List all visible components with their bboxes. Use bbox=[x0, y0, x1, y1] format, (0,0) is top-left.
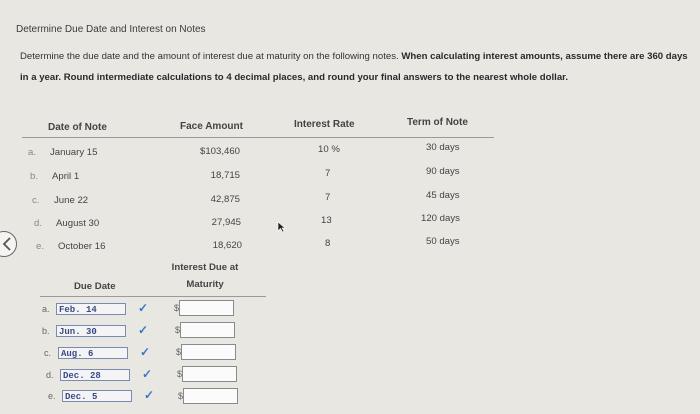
header-term-of-note: Term of Note bbox=[407, 117, 468, 128]
check-icon: ✓ bbox=[138, 301, 149, 315]
face-amount: $103,460 bbox=[199, 146, 240, 157]
row-letter: c. bbox=[44, 348, 52, 358]
header-face-amount: Face Amount bbox=[180, 121, 243, 132]
date-of-note: October 16 bbox=[58, 241, 106, 252]
row-letter: c. bbox=[32, 195, 40, 206]
row-letter: d. bbox=[46, 370, 54, 380]
term-of-note: 50 days bbox=[426, 236, 460, 247]
instructions-text: Determine the due date and the amount of interest due at maturity on the following notes. bbox=[20, 51, 402, 62]
row-letter: a. bbox=[28, 147, 37, 158]
header-interest-rate: Interest Rate bbox=[294, 119, 355, 130]
date-of-note: January 15 bbox=[50, 147, 98, 158]
interest-input-e[interactable] bbox=[183, 388, 238, 404]
due-date-select-e[interactable]: Dec. 5 bbox=[62, 390, 132, 402]
check-icon: ✓ bbox=[138, 323, 149, 337]
interest-rate: 7 bbox=[325, 168, 331, 179]
row-letter: b. bbox=[30, 171, 39, 182]
interest-rate: 8 bbox=[325, 238, 331, 249]
interest-rate: 7 bbox=[325, 192, 331, 203]
mouse-cursor-icon bbox=[277, 221, 286, 233]
date-of-note: April 1 bbox=[52, 171, 80, 182]
interest-input-c[interactable] bbox=[181, 344, 236, 360]
interest-due-header bbox=[164, 262, 246, 290]
dollar-sign: $ bbox=[178, 391, 184, 401]
face-amount: 18,620 bbox=[212, 240, 242, 251]
due-date-select-d[interactable]: Dec. 28 bbox=[60, 369, 130, 381]
face-amount: 27,945 bbox=[211, 217, 241, 228]
table-header-rule bbox=[22, 137, 494, 138]
date-of-note: June 22 bbox=[54, 195, 89, 206]
dollar-sign: $ bbox=[176, 347, 182, 357]
due-date-select-c[interactable]: Aug. 6 bbox=[58, 347, 128, 359]
interest-input-b[interactable] bbox=[180, 322, 235, 338]
row-letter: e. bbox=[36, 241, 45, 252]
face-amount: 42,875 bbox=[210, 194, 240, 205]
check-icon: ✓ bbox=[144, 388, 155, 402]
date-of-note: August 30 bbox=[56, 218, 100, 229]
page-title: Determine Due Date and Interest on Notes bbox=[16, 24, 206, 35]
term-of-note: 120 days bbox=[421, 213, 460, 224]
chevron-left-icon bbox=[2, 237, 12, 251]
row-letter: b. bbox=[42, 326, 50, 336]
row-letter: d. bbox=[34, 218, 43, 229]
due-date-header: Due Date bbox=[74, 281, 116, 292]
interest-input-a[interactable] bbox=[179, 300, 234, 316]
term-of-note: 30 days bbox=[426, 142, 460, 153]
row-letter: e. bbox=[48, 391, 56, 401]
interest-rate: 10 % bbox=[318, 144, 340, 155]
dollar-sign: $ bbox=[177, 369, 183, 379]
face-amount: 18,715 bbox=[210, 170, 240, 181]
term-of-note: 90 days bbox=[426, 166, 460, 177]
dollar-sign: $ bbox=[174, 303, 180, 313]
instructions bbox=[20, 46, 688, 88]
term-of-note: 45 days bbox=[426, 190, 460, 201]
due-date-select-a[interactable]: Feb. 14 bbox=[56, 303, 126, 315]
interest-input-d[interactable] bbox=[182, 366, 237, 382]
instructions-bold-text: When calculating interest amounts, assume there are 360 days in a year. Round intermediate calculations to 4 decimal places, and round your final answers to the nearest whole dollar. bbox=[20, 51, 688, 83]
interest-due-header-line1: Interest Due at bbox=[171, 262, 239, 273]
back-button[interactable] bbox=[0, 231, 17, 257]
check-icon: ✓ bbox=[140, 345, 151, 359]
row-letter: a. bbox=[42, 304, 50, 314]
dollar-sign: $ bbox=[175, 325, 181, 335]
due-date-select-b[interactable]: Jun. 30 bbox=[56, 325, 126, 337]
answer-header-rule bbox=[40, 296, 266, 297]
check-icon: ✓ bbox=[142, 367, 153, 381]
interest-due-header-line2: Maturity bbox=[186, 279, 224, 290]
header-date-of-note: Date of Note bbox=[48, 122, 107, 133]
interest-rate: 13 bbox=[321, 215, 332, 226]
